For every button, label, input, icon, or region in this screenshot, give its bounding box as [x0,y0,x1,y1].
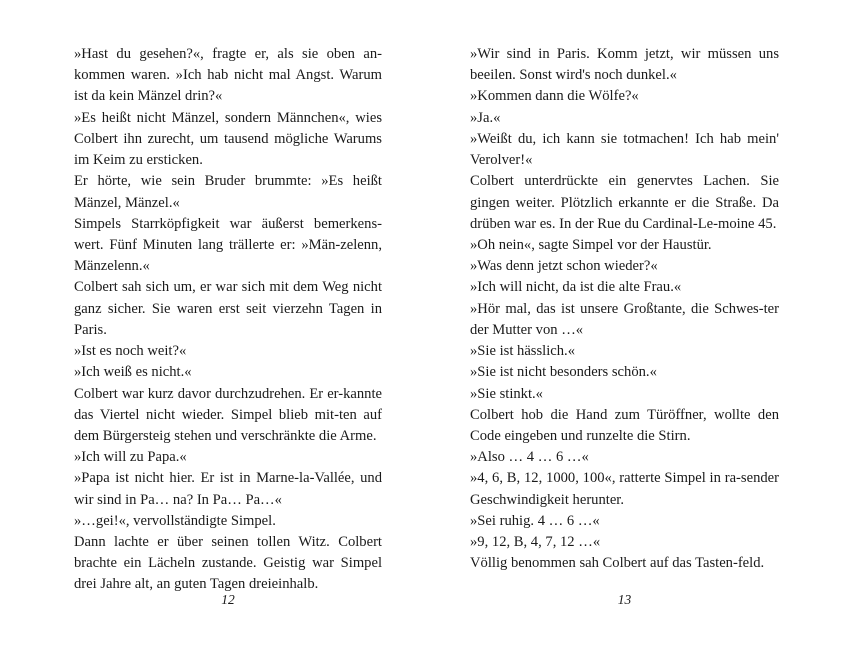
paragraph: »Sei ruhig. 4 … 6 …« [470,512,600,529]
paragraph: Colbert war kurz davor durchzudrehen. Er er-kannte das Viertel nicht wieder. Simpel blieb mit-ten auf dem Bürgersteig stehen und verschränkte die Arme. [74,385,382,444]
paragraph: »4, 6, B, 12, 1000, 100«, ratterte Simpel in ra-sender Geschwindigkeit herunter. [470,470,779,508]
paragraph: Er hörte, wie sein Bruder brummte: »Es heißt Mänzel, Mänzel.« [74,173,382,211]
paragraph: »Hast du gesehen?«, fragte er, als sie oben an-kommen waren. »Ich hab nicht mal Angst. Warum ist da kein Mänzel drin?« [74,46,382,105]
paragraph: »Sie stinkt.« [470,385,543,402]
paragraph: Colbert unterdrückte ein genervtes Lachen. Sie gingen weiter. Plötzlich erkannte er die Straße. Da drüben war es. In der Rue du Cardinal-Le-moine 45. [470,173,779,232]
paragraph: Völlig benommen sah Colbert auf das Tasten-feld. [470,555,765,572]
page-number: 13 [617,592,632,607]
paragraph: »Also … 4 … 6 …« [470,449,589,466]
paragraph: »Ich weiß es nicht.« [74,364,192,381]
paragraph: »Ich will zu Papa.« [74,449,187,466]
left-page [0,0,426,648]
paragraph: »Kommen dann die Wölfe?« [470,88,639,105]
page-number: 12 [221,592,235,607]
paragraph: »Was denn jetzt schon wieder?« [470,258,658,275]
paragraph: Colbert sah sich um, er war sich mit dem Weg nicht ganz sicher. Sie waren erst seit vierzehn Tagen in Paris. [74,279,382,338]
right-page-text [470,44,779,574]
paragraph: »Wir sind in Paris. Komm jetzt, wir müssen uns beeilen. Sonst wird's noch dunkel.« [470,46,779,84]
left-page-text [74,44,382,596]
paragraph: »9, 12, B, 4, 7, 12 …« [470,534,601,551]
paragraph: Colbert hob die Hand zum Türöffner, wollte den Code eingeben und runzelte die Stirn. [470,406,779,444]
paragraph: »Sie ist nicht besonders schön.« [470,364,657,381]
paragraph: »…gei!«, vervollständigte Simpel. [74,512,276,529]
paragraph: »Oh nein«, sagte Simpel vor der Haustür. [470,236,712,253]
paragraph: Simpels Starrköpfigkeit war äußerst bemerkens-wert. Fünf Minuten lang trällerte er: »Män-zelenn, Mänzelenn.« [74,215,382,275]
paragraph: »Sie ist hässlich.« [470,343,575,360]
paragraph: »Ja.« [470,109,501,126]
paragraph: »Papa ist nicht hier. Er ist in Marne-la-Vallée, und wir sind in Pa… na? In Pa… Pa…« [74,470,382,508]
paragraph: »Hör mal, das ist unsere Großtante, die Schwes-ter der Mutter von …« [470,300,779,338]
right-page [426,0,853,648]
paragraph: Dann lachte er über seinen tollen Witz. Colbert brachte ein Lächeln zustande. Geistig war Simpel drei Jahre alt, an guten Tagen dreieinhalb. [74,534,382,593]
paragraph: »Weißt du, ich kann sie totmachen! Ich hab mein' Verolver!« [470,130,779,169]
paragraph: »Ich will nicht, da ist die alte Frau.« [470,279,682,296]
paragraph: »Es heißt nicht Mänzel, sondern Männchen«, wies Colbert ihn zurecht, um tausend mögliche Warums im Keim zu ersticken. [74,109,382,169]
paragraph: »Ist es noch weit?« [74,343,187,360]
